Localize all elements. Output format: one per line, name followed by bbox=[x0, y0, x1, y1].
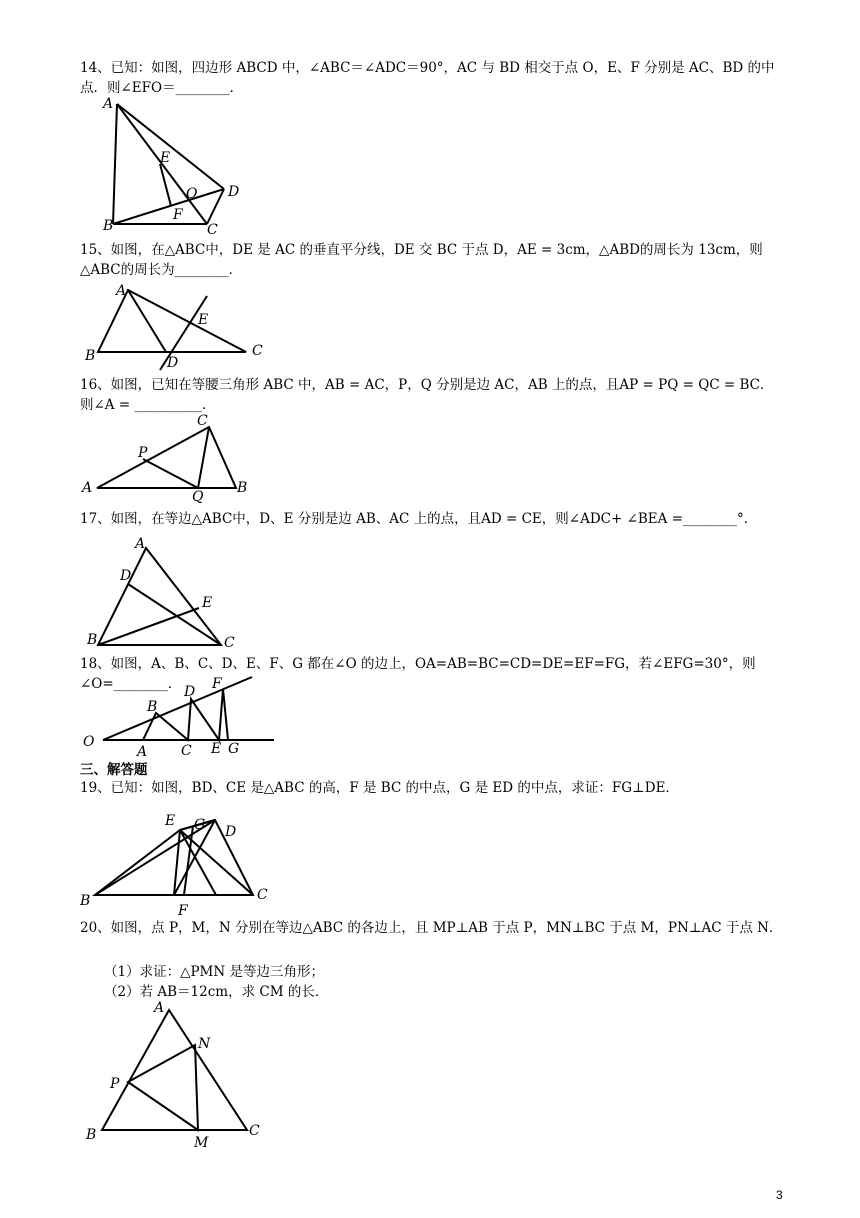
label-A: A bbox=[135, 536, 146, 552]
label-M: M bbox=[194, 1135, 209, 1151]
question-16: 16、如图，已知在等腰三角形 ABC 中，AB = AC，P，Q 分别是边 AC，AB 上的点，且AP = PQ = QC = BC．则∠A = __________． bbox=[80, 377, 774, 413]
label-D: D bbox=[167, 355, 179, 371]
label-D: D bbox=[120, 568, 132, 584]
question-20-part-1: （1）求证：△PMN 是等边三角形； bbox=[104, 964, 324, 980]
label-E: E bbox=[198, 312, 209, 328]
label-C: C bbox=[257, 887, 268, 903]
label-O: O bbox=[83, 734, 95, 750]
label-G: G bbox=[194, 817, 206, 833]
label-N: N bbox=[198, 1036, 211, 1052]
label-Q: Q bbox=[192, 489, 204, 505]
section-title: 三、解答题 bbox=[80, 762, 148, 778]
label-C: C bbox=[207, 222, 218, 238]
label-B: B bbox=[86, 1127, 97, 1143]
label-E: E bbox=[211, 741, 222, 757]
label-B: B bbox=[85, 348, 96, 364]
label-E: E bbox=[202, 595, 213, 611]
label-A: A bbox=[103, 96, 114, 112]
label-C: C bbox=[252, 343, 263, 359]
label-P: P bbox=[138, 445, 148, 461]
question-19: 19、已知：如图，BD、CE 是△ABC 的高，F 是 BC 的中点，G 是 ED 的中点，求证：FG⊥DE． bbox=[80, 780, 679, 796]
label-D: D bbox=[184, 684, 196, 700]
label-B: B bbox=[80, 893, 91, 909]
label-O: O bbox=[186, 186, 198, 202]
label-B: B bbox=[87, 632, 98, 648]
label-B: B bbox=[147, 699, 158, 715]
label-A: A bbox=[116, 283, 127, 299]
label-F: F bbox=[212, 676, 222, 692]
label-A: A bbox=[154, 1000, 165, 1016]
label-P: P bbox=[110, 1076, 120, 1092]
label-F: F bbox=[173, 207, 183, 223]
question-15: 15、如图，在△ABC中，DE 是 AC 的垂直平分线，DE 交 BC 于点 D，AE = 3cm，△ABD的周长为 13cm，则△ABC的周长为________． bbox=[80, 242, 763, 278]
label-B: B bbox=[103, 218, 114, 234]
question-18: 18、如图，A、B、C、D、E、F、G 都在∠O 的边上，OA=AB=BC=CD=DE=EF=FG，若∠EFG=30°，则∠O=________． bbox=[80, 656, 756, 692]
label-D: D bbox=[228, 184, 240, 200]
label-E: E bbox=[165, 813, 176, 829]
label-A: A bbox=[82, 480, 93, 496]
question-14: 14、已知：如图，四边形 ABCD 中，∠ABC＝∠ADC＝90°，AC 与 BD 相交于点 O，E、F 分别是 AC、BD 的中点．则∠EFO＝________． bbox=[80, 60, 775, 96]
label-D: D bbox=[225, 824, 237, 840]
page-number: 3 bbox=[776, 1188, 783, 1202]
question-20: 20、如图，点 P，M，N 分别在等边△ABC 的各边上，且 MP⊥AB 于点 P，MN⊥BC 于点 M，PN⊥AC 于点 N． bbox=[80, 920, 783, 936]
question-17: 17、如图，在等边△ABC中，D、E 分别是边 AB、AC 上的点，且AD = CE，则∠ADC+ ∠BEA =________°． bbox=[80, 511, 758, 527]
label-C: C bbox=[197, 413, 208, 429]
label-C: C bbox=[224, 635, 235, 651]
question-20-part-2: （2）若 AB＝12cm，求 CM 的长． bbox=[104, 984, 329, 1000]
label-A: A bbox=[137, 744, 148, 760]
label-C: C bbox=[249, 1123, 260, 1139]
label-E: E bbox=[160, 150, 171, 166]
label-G: G bbox=[228, 741, 240, 757]
label-B: B bbox=[237, 480, 248, 496]
label-F: F bbox=[178, 903, 188, 919]
label-C: C bbox=[181, 743, 192, 759]
